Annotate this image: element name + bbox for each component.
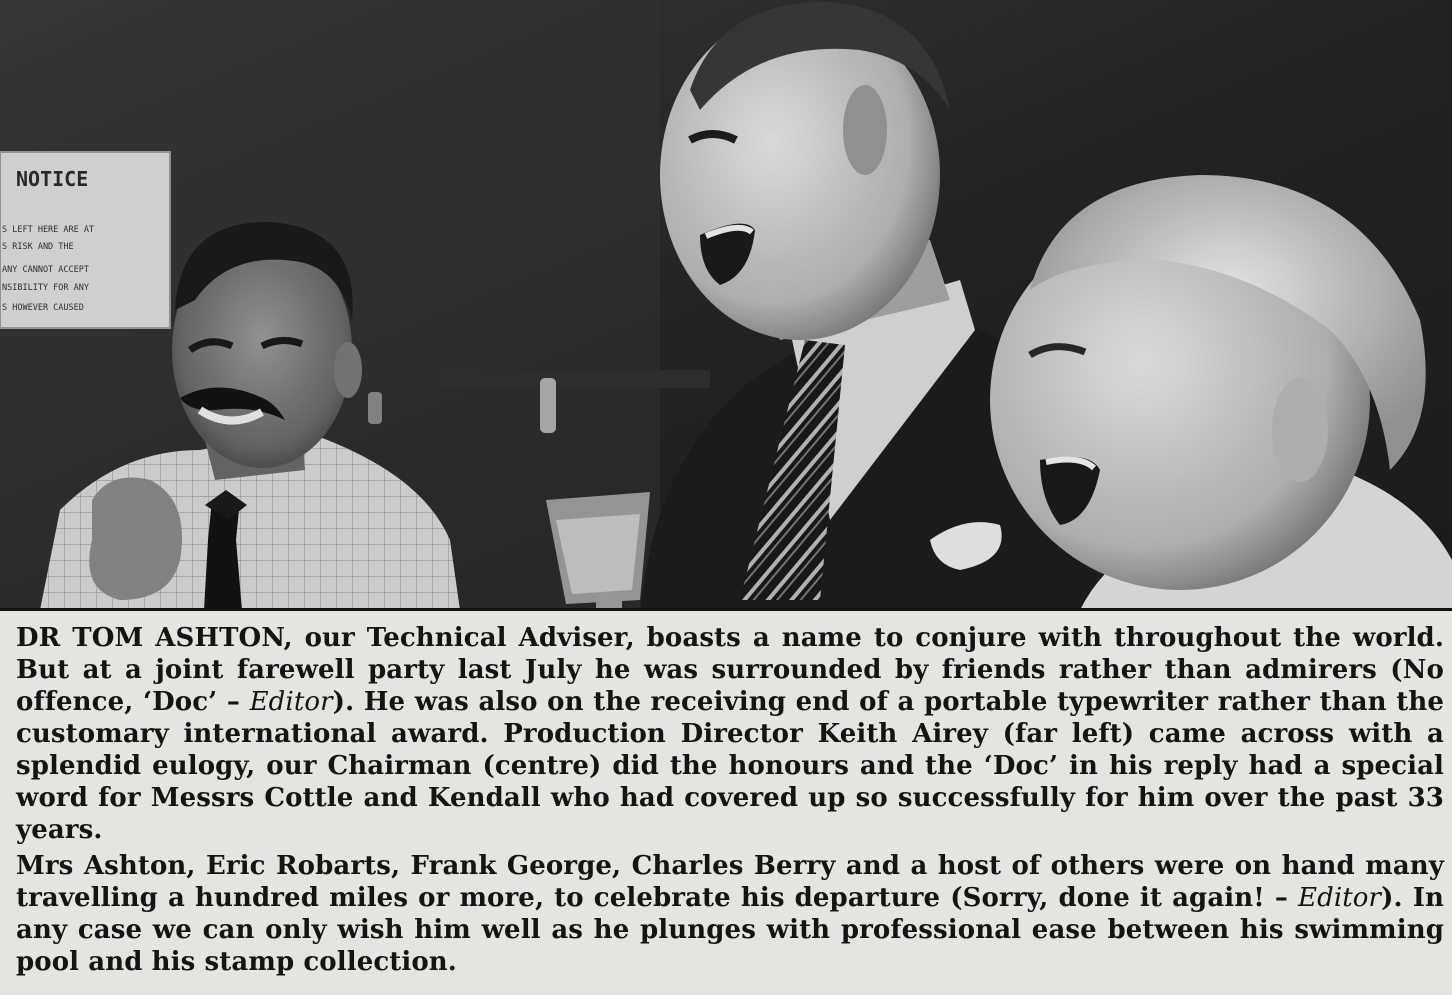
- caption-text: ). In any case we can only wish him well as he plunges with professional ease between his swimming pool and his stamp collection.: [16, 883, 1444, 977]
- notice-line: S LEFT HERE ARE AT: [2, 225, 95, 235]
- caption-text: Mrs Ashton, Eric Robarts, Frank George, Charles Berry and a host of others were on hand many travelling a hundred miles or more, to celebrate his departure (Sorry, done it again! –: [16, 851, 1444, 913]
- notice-line: S RISK AND THE: [2, 242, 74, 252]
- photo-divider: [0, 608, 1452, 611]
- notice-line: ANY CANNOT ACCEPT: [2, 265, 89, 275]
- caption: [16, 622, 1444, 982]
- notice-line: S HOWEVER CAUSED: [2, 303, 84, 313]
- caption-text: ). He was also on the receiving end of a portable typewriter rather than the customary international award. Production Director Keith Airey (far left) came across with a splendid eulogy, our Chairman (centre) did the honours and the ‘Doc’ in his reply had a special word for Messrs Cottle and Kendall who had covered up so successfully for him over the past 33 years.: [16, 687, 1444, 845]
- editor-note: Editor: [249, 687, 333, 717]
- caption-text: , our Technical Adviser, boasts a name to conjure with throughout the world. But at a joint farewell party last July he was surrounded by friends rather than admirers (No offence, ‘Doc’ –: [16, 623, 1444, 717]
- editor-note: Editor: [1298, 883, 1382, 913]
- notice-title: NOTICE: [16, 167, 89, 191]
- notice-line: NSIBILITY FOR ANY: [2, 283, 89, 293]
- caption-paragraph-2: [16, 850, 1444, 978]
- subject-name: DR TOM ASHTON: [16, 623, 284, 653]
- caption-paragraph-1: [16, 622, 1444, 846]
